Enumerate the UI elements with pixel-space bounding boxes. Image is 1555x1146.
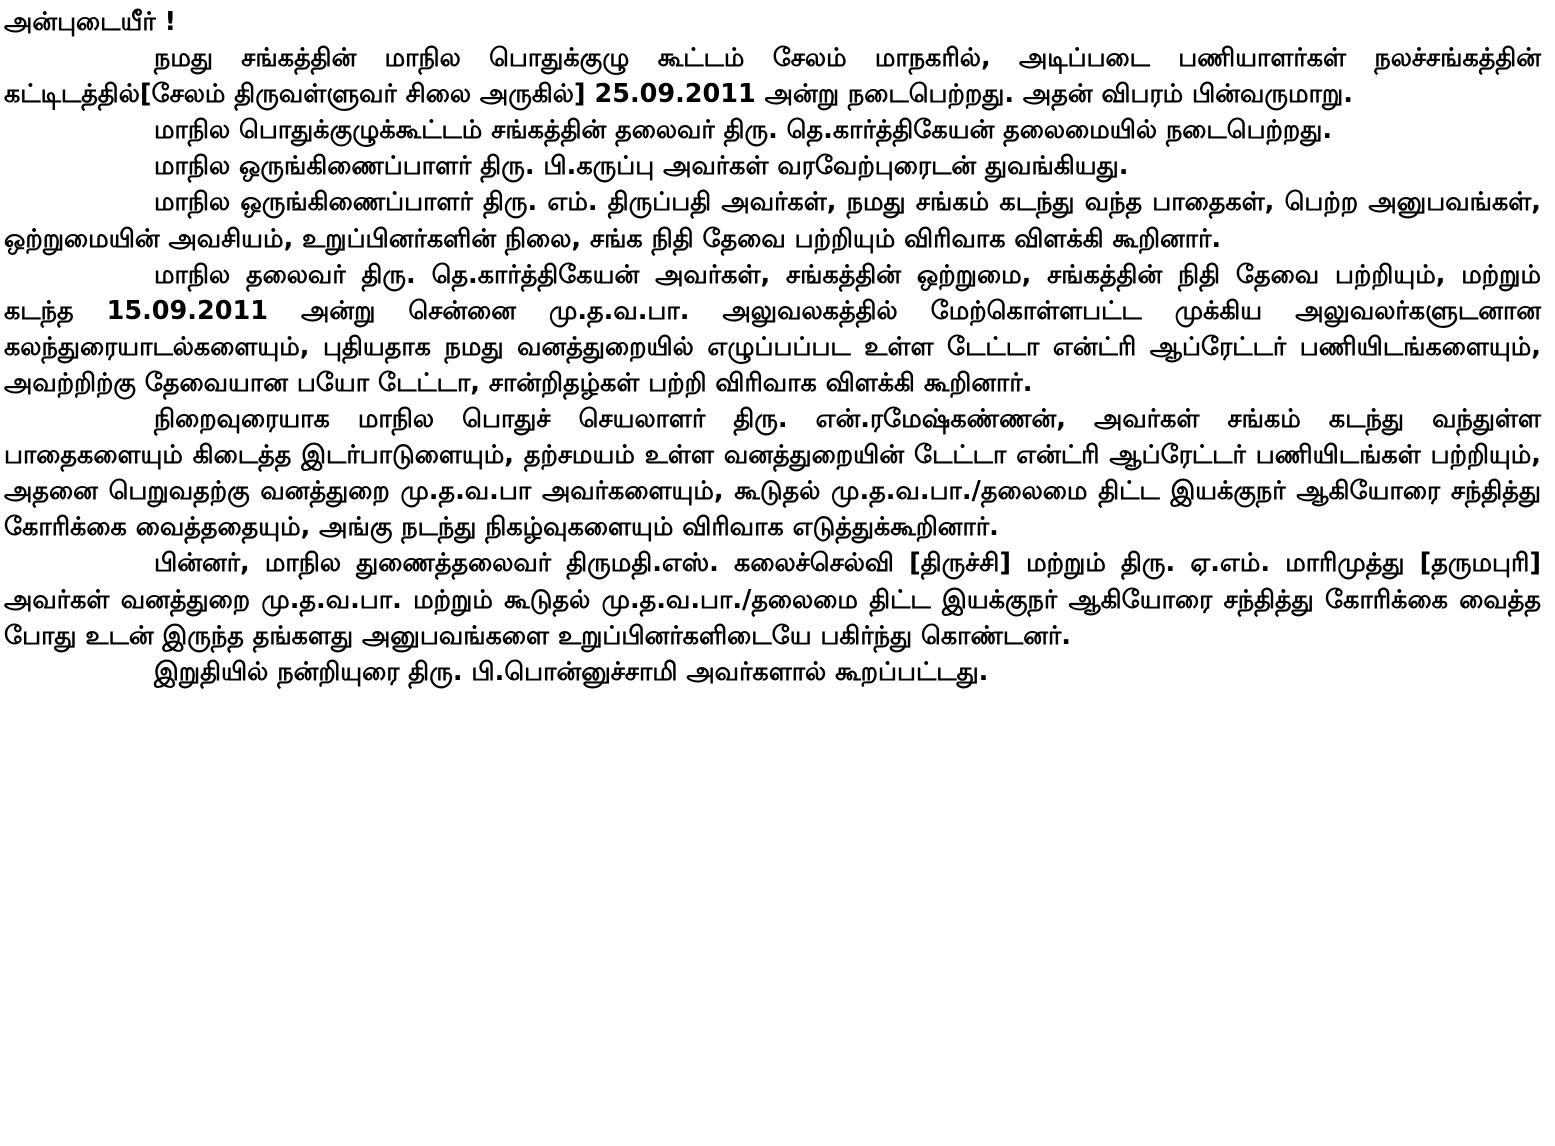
- paragraph-welcome: மாநில ஒருங்கிணைப்பாளர் திரு. பி.கருப்பு அவர்கள் வரவேற்புரைடன் துவங்கியது.: [154, 151, 1129, 182]
- paragraph-presided: மாநில பொதுக்குழுக்கூட்டம் சங்கத்தின் தலைவர் திரு. தெ.கார்த்திகேயன் தலைமையில் நடைபெற்றது.: [154, 115, 1333, 146]
- paragraph-coordinator-speech: மாநில ஒருங்கிணைப்பாளர் திரு. எம். திருப்பதி அவர்கள், நமது சங்கம் கடந்து வந்த பாதைகள், பெற்ற அனுபவங்கள், ஒற்றுமையின் அவசியம், உறுப்பினர்களின் நிலை, சங்க நிதி தேவை பற்றியும் விரிவாக விளக்கி கூறினார்.: [4, 187, 1541, 254]
- paragraph-vice-president: பின்னர், மாநில துணைத்தலைவர் திருமதி.எஸ். கலைச்செல்வி [திருச்சி] மற்றும் திரு. ஏ.எம். மாரிமுத்து [தருமபுரி] அவர்கள் வனத்துறை மு.த.வ.பா. மற்றும் கூடுதல் மு.த.வ.பா./தலைமை திட்ட இயக்குநர் ஆகியோரை சந்தித்து கோரிக்கை வைத்த போது உடன் இருந்த தங்களது அனுபவங்களை உறுப்பினர்களிடையே பகிர்ந்து கொண்டனர்.: [4, 548, 1541, 651]
- paragraph-vote-of-thanks: இறுதியில் நன்றியுரை திரு. பி.பொன்னுச்சாமி அவர்களால் கூறப்பட்டது.: [154, 656, 989, 687]
- salutation: அன்புடையீர் !: [4, 7, 177, 37]
- paragraph-concluding-speech: நிறைவுரையாக மாநில பொதுச் செயலாளர் திரு. என்.ரமேஷ்கண்ணன், அவர்கள் சங்கம் கடந்து வந்துள்ள பாதைகளையும் கிடைத்த இடர்பாடுளையும், தற்சமயம் உள்ள வனத்துறையின் டேட்டா என்ட்ரி ஆப்ரேட்டர் பணியிடங்கள் பற்றியும், அதனை பெறுவதற்கு வனத்துறை மு.த.வ.பா அவர்களையும், கூடுதல் மு.த.வ.பா./தலைமை திட்ட இயக்குநர் ஆகியோரை சந்தித்து கோரிக்கை வைத்ததையும், அங்கு நடந்து நிகழ்வுகளையும் விரிவாக எடுத்துக்கூறினார்.: [4, 404, 1541, 543]
- paragraph-president-speech: மாநில தலைவர் திரு. தெ.கார்த்திகேயன் அவர்கள், சங்கத்தின் ஒற்றுமை, சங்கத்தின் நிதி தேவை பற்றியும், மற்றும் கடந்த 15.09.2011 அன்று சென்னை மு.த.வ.பா. அலுவலகத்தில் மேற்கொள்ளபட்ட முக்கிய அலுவலர்களுடனான கலந்துரையாடல்களையும், புதியதாக நமது வனத்துறையில் எழுப்பப்பட உள்ள டேட்டா என்ட்ரி ஆப்ரேட்டர் பணியிடங்களையும், அவற்றிற்கு தேவையான பயோ டேட்டா, சான்றிதழ்கள் பற்றி விரிவாக விளக்கி கூறினார்.: [4, 259, 1541, 398]
- paragraph-meeting-venue: நமது சங்கத்தின் மாநில பொதுக்குழு கூட்டம் சேலம் மாநகரில், அடிப்படை பணியாளர்கள் நலச்சங்கத்தின் கட்டிடத்தில்[சேலம் திருவள்ளுவர் சிலை அருகில்] 25.09.2011 அன்று நடைபெற்றது. அதன் விபரம் பின்வருமாறு.: [4, 43, 1541, 110]
